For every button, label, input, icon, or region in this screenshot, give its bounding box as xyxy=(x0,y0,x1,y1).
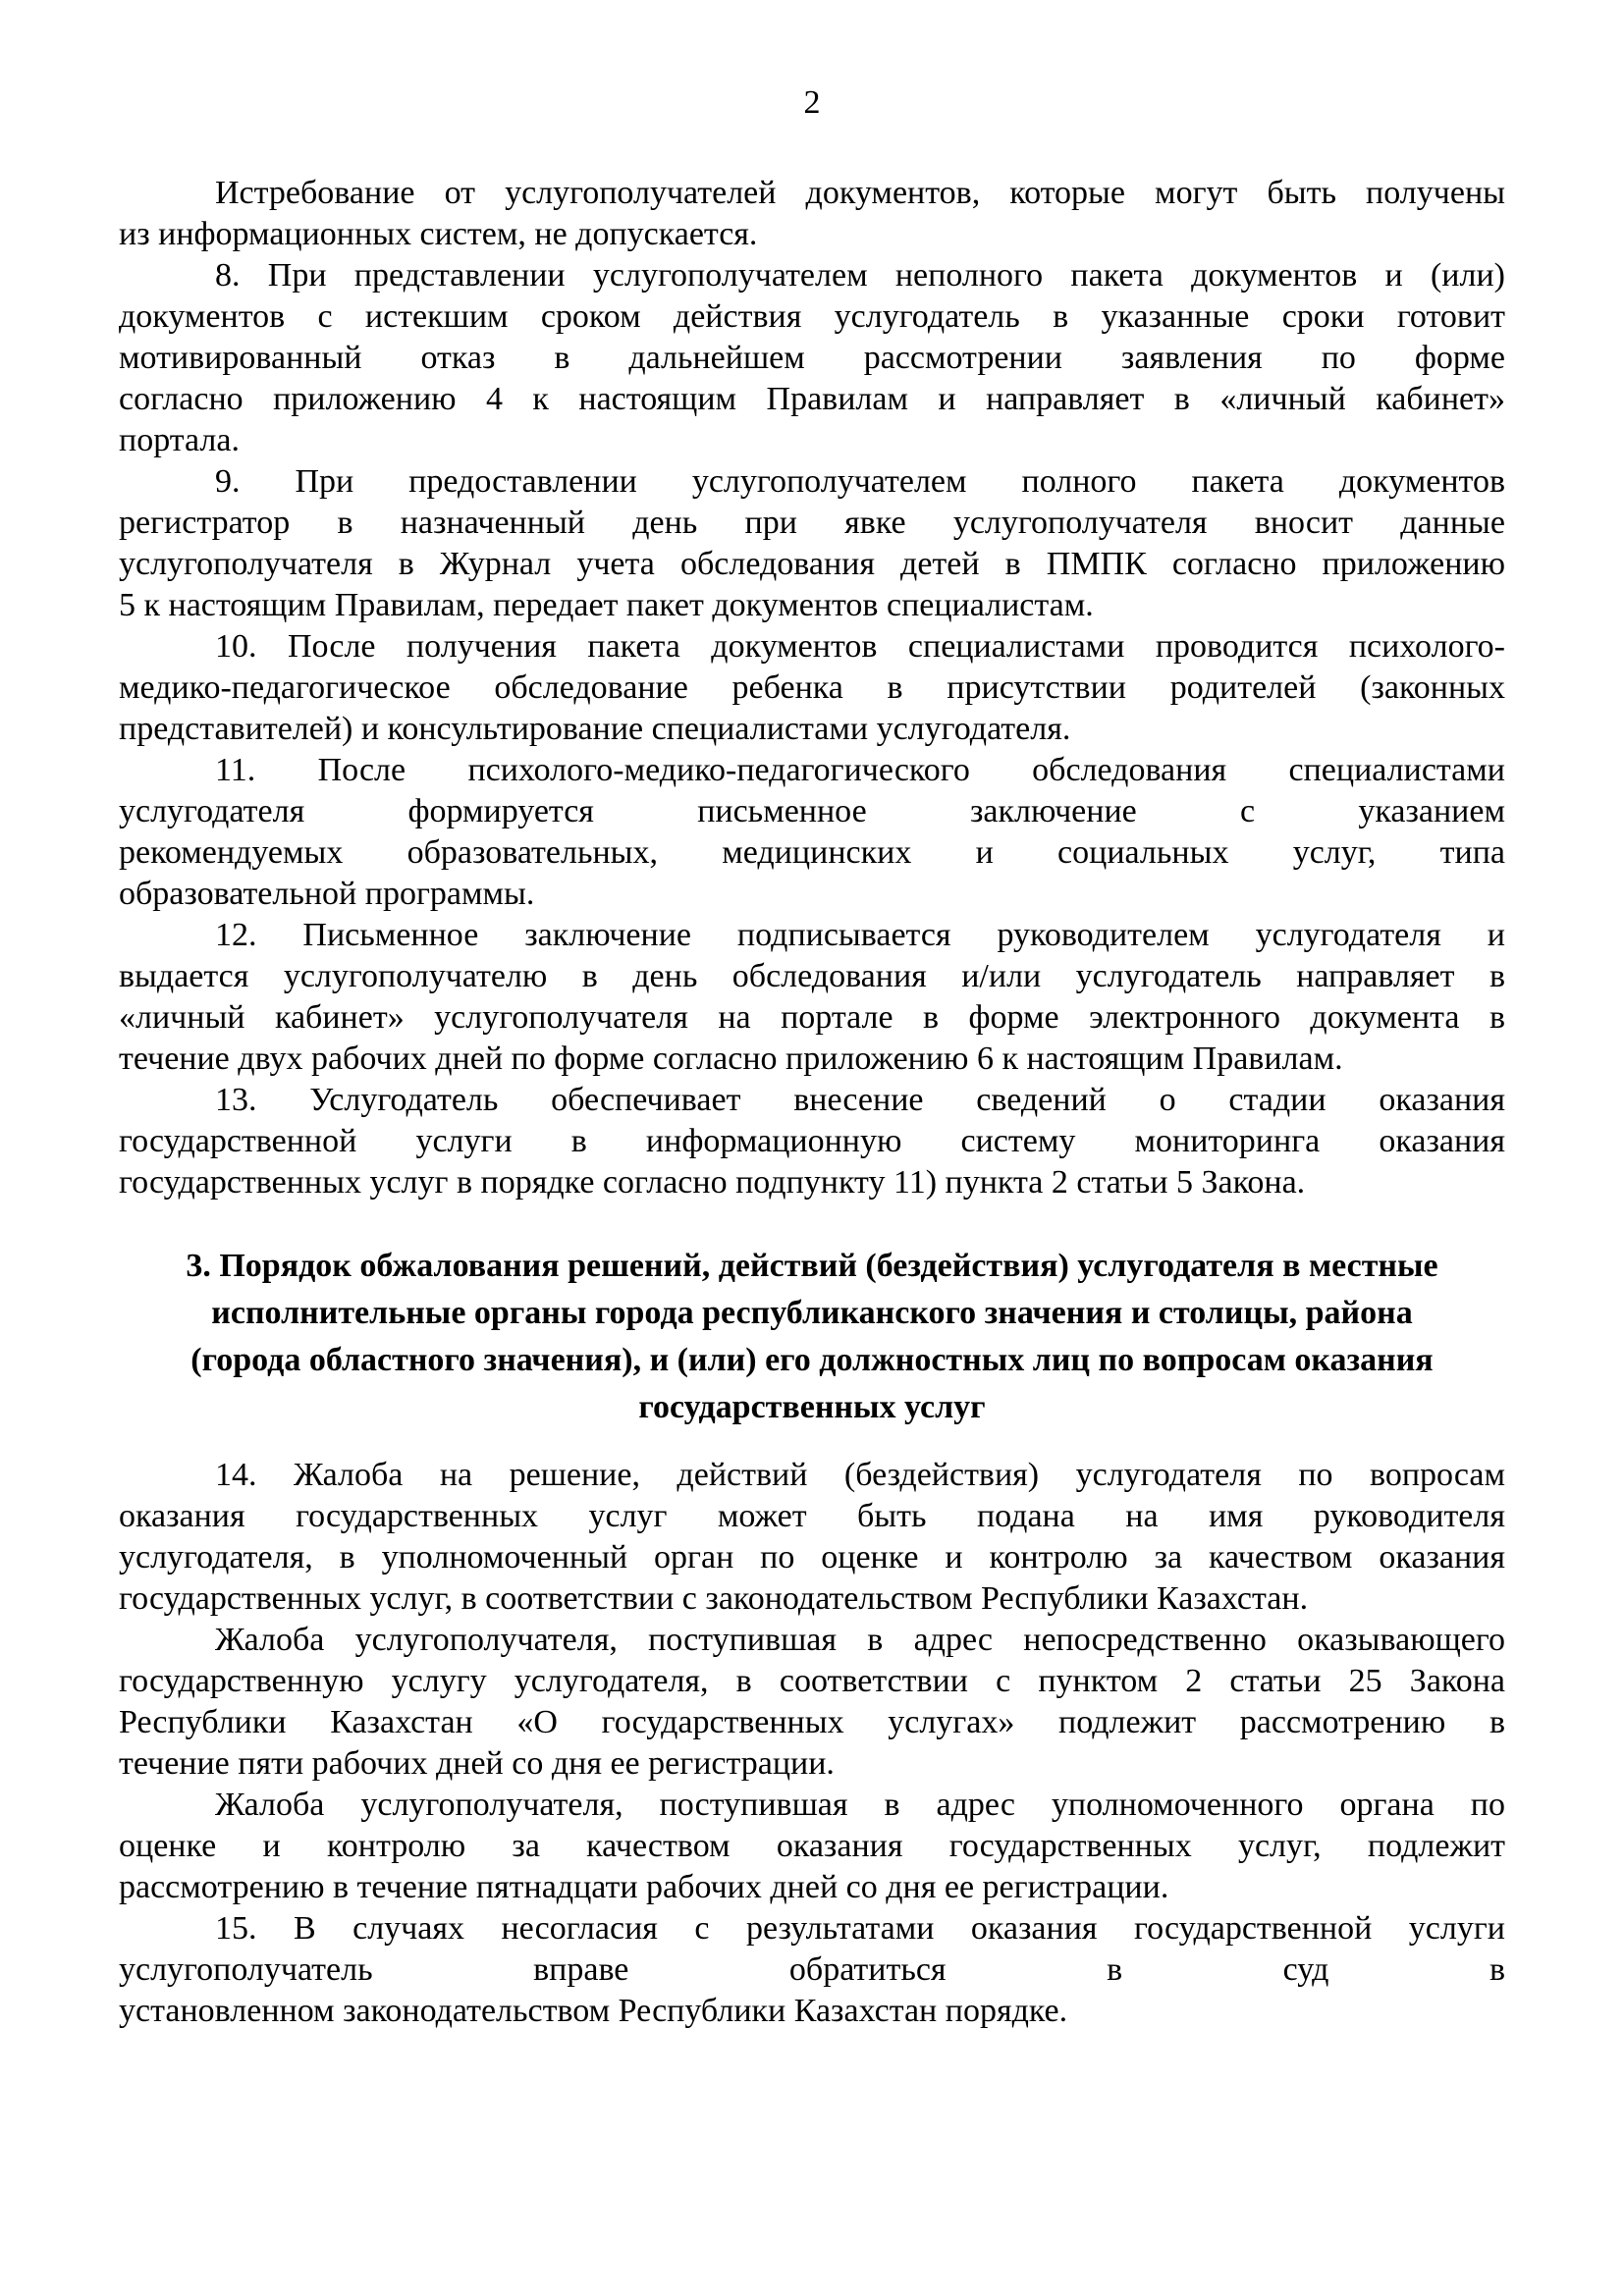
paragraph xyxy=(119,1455,1505,1620)
text-line: 15. В случаях несогласия с результатами оказания государственной услуги xyxy=(215,1910,1505,1947)
text-line: регистратор в назначенный день при явке услугополучателя вносит данные xyxy=(119,505,1505,541)
text-line: рекомендуемых образовательных, медицинских и социальных услуг, типа xyxy=(119,834,1505,871)
text-line: Республики Казахстан «О государственных услугах» подлежит рассмотрению в xyxy=(119,1704,1505,1740)
text-line: 9. При предоставлении услугополучателем полного пакета документов xyxy=(215,463,1505,500)
heading-line: 3. Порядок обжалования решений, действий (бездействия) услугодателя в местные xyxy=(186,1248,1438,1284)
text-line: медико-педагогическое обследование ребенка в присутствии родителей (законных xyxy=(119,669,1505,706)
paragraph xyxy=(119,461,1505,626)
text-line: 8. При представлении услугополучателем неполного пакета документов и (или) xyxy=(215,257,1505,294)
text-line: рассмотрению в течение пятнадцати рабочих дней со дня ее регистрации. xyxy=(119,1869,1169,1905)
paragraph xyxy=(119,255,1505,461)
text-line: услугодателя, в уполномоченный орган по оценке и контролю за качеством оказания xyxy=(119,1539,1505,1575)
text-line: течение пяти рабочих дней со дня ее регистрации. xyxy=(119,1745,835,1782)
section-heading xyxy=(119,1243,1505,1431)
text-line: услугополучатель вправе обратиться в суд в xyxy=(119,1951,1505,1988)
text-line: оказания государственных услуг может быть подана на имя руководителя xyxy=(119,1498,1505,1534)
paragraph xyxy=(119,1080,1505,1203)
paragraph xyxy=(119,1620,1505,1785)
text-line: 12. Письменное заключение подписывается руководителем услугодателя и xyxy=(215,917,1505,953)
text-line: «личный кабинет» услугополучателя на портале в форме электронного документа в xyxy=(119,999,1505,1036)
text-line: государственную услугу услугодателя, в соответствии с пунктом 2 статьи 25 Закона xyxy=(119,1663,1505,1699)
heading-line: (города областного значения), и (или) его должностных лиц по вопросам оказания xyxy=(190,1342,1434,1378)
paragraph xyxy=(119,750,1505,915)
text-line: 10. После получения пакета документов специалистами проводится психолого- xyxy=(215,628,1505,665)
text-line: из информационных систем, не допускается. xyxy=(119,216,758,252)
text-line: государственной услуги в информационную систему мониторинга оказания xyxy=(119,1123,1505,1159)
text-line: Жалоба услугополучателя, поступившая в адрес уполномоченного органа по xyxy=(215,1787,1505,1823)
text-line: 5 к настоящим Правилам, передает пакет документов специалистам. xyxy=(119,587,1094,623)
text-line: Жалоба услугополучателя, поступившая в адрес непосредственно оказывающего xyxy=(215,1622,1505,1658)
text-line: представителей) и консультирование специалистами услугодателя. xyxy=(119,711,1071,747)
document-body xyxy=(119,173,1505,2032)
heading-line: исполнительные органы города республиканского значения и столицы, района xyxy=(211,1295,1413,1331)
paragraph xyxy=(119,915,1505,1080)
paragraph xyxy=(119,626,1505,750)
paragraph xyxy=(119,1785,1505,1908)
text-line: Истребование от услугополучателей документов, которые могут быть получены xyxy=(215,175,1505,211)
text-line: 14. Жалоба на решение, действий (бездействия) услугодателя по вопросам xyxy=(215,1457,1505,1493)
text-line: мотивированный отказ в дальнейшем рассмотрении заявления по форме xyxy=(119,340,1505,376)
text-line: услугополучателя в Журнал учета обследования детей в ПМПК согласно приложению xyxy=(119,546,1505,582)
text-line: услугодателя формируется письменное заключение с указанием xyxy=(119,793,1505,829)
heading-line: государственных услуг xyxy=(638,1389,986,1425)
text-line: установленном законодательством Республики Казахстан порядке. xyxy=(119,1993,1068,2029)
paragraph xyxy=(119,1908,1505,2032)
text-line: 11. После психолого-медико-педагогического обследования специалистами xyxy=(215,752,1505,788)
text-line: государственных услуг в порядке согласно подпункту 11) пункта 2 статьи 5 Закона. xyxy=(119,1164,1306,1201)
text-line: выдается услугополучателю в день обследования и/или услугодатель направляет в xyxy=(119,958,1505,994)
text-line: государственных услуг, в соответствии с законодательством Республики Казахстан. xyxy=(119,1580,1309,1617)
text-line: оценке и контролю за качеством оказания государственных услуг, подлежит xyxy=(119,1828,1505,1864)
text-line: согласно приложению 4 к настоящим Правилам и направляет в «личный кабинет» xyxy=(119,381,1505,417)
text-line: течение двух рабочих дней по форме согласно приложению 6 к настоящим Правилам. xyxy=(119,1041,1343,1077)
paragraph xyxy=(119,173,1505,255)
text-line: 13. Услугодатель обеспечивает внесение сведений о стадии оказания xyxy=(215,1082,1505,1118)
text-line: документов с истекшим сроком действия услугодатель в указанные сроки готовит xyxy=(119,298,1505,335)
text-line: портала. xyxy=(119,422,240,458)
page-number: 2 xyxy=(803,84,821,121)
text-line: образовательной программы. xyxy=(119,876,535,912)
